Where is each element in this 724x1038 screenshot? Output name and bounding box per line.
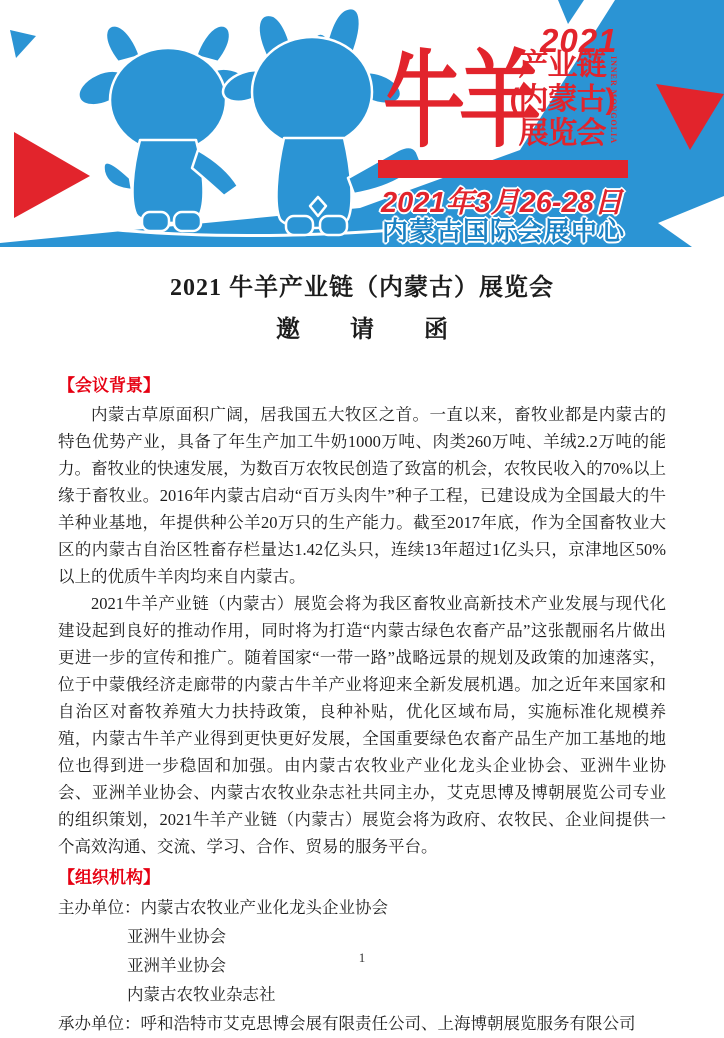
- banner-title-line2: (内蒙古): [509, 83, 615, 116]
- banner-title-main: 牛羊: [383, 43, 536, 161]
- event-banner: [0, 0, 724, 247]
- background-paragraph-1: 内蒙古草原面积广阔，居我国五大牧区之首。一直以来，畜牧业都是内蒙古的特色优势产业，具备了年生产加工牛奶1000万吨、肉类260万吨、羊绒2.2万吨的能力。畜牧业的快速发展，为数百万农牧民创造了致富的机会，农牧民收入的70%以上缘于畜牧业。2016年内蒙古启动“百万头肉牛”种子工程，已建设成为全国最大的牛羊种业基地，年提供种公羊20万只的生产能力。截至2017年底，作为全国畜牧业大区的内蒙古自治区牲畜存栏量达1.42亿头只，连续13年超过1亿头只，京津地区50%以上的优质牛羊肉均来自内蒙古。: [58, 405, 666, 586]
- banner-title-line1: 产业链: [518, 49, 606, 82]
- section-heading-background: 【会议背景】: [58, 376, 160, 395]
- section-heading-organization: 【组织机构】: [58, 868, 160, 887]
- banner-red-bar: [378, 160, 628, 178]
- background-paragraph-2: 2021牛羊产业链（内蒙古）展览会将为我区畜牧业高新技术产业发展与现代化建设起到良好的推动作用，同时将为打造“内蒙古绿色农畜产品”这张靓丽名片做出更进一步的宣传和推广。随着国家“一带一路”战略远景的规划及政策的加速落实，位于中蒙俄经济走廊带的内蒙古牛羊产业将迎来全新发展机遇。加之近年来国家和自治区对畜牧养殖大力扶持政策，良种补贴，优化区域布局，实施标准化规模养殖，内蒙古牛羊产业得到更快更好发展，全国重要绿色农畜产品生产加工基地的地位也得到进一步稳固和加强。由内蒙古农牧业产业化龙头企业协会、亚洲牛业协会、亚洲羊业协会、内蒙古农牧业杂志社共同主办，艾克思博及博朝展览公司专业的组织策划，2021牛羊产业链（内蒙古）展览会将为政府、农牧民、企业间提供一个高效沟通、交流、学习、合作、贸易的服务平台。: [58, 594, 666, 856]
- host-line: [58, 893, 666, 922]
- undertaker-label: 承办单位：: [58, 1014, 141, 1033]
- banner-date: 2021年3月26-28日: [381, 187, 623, 219]
- cow-left: [73, 25, 263, 231]
- host-3: 内蒙古农牧业杂志社: [127, 985, 276, 1004]
- host-label: 主办单位：: [58, 898, 141, 917]
- banner-year: 2021: [540, 22, 618, 59]
- page-number: 1: [358, 950, 366, 965]
- host-0: 内蒙古农牧业产业化龙头企业协会: [140, 898, 388, 917]
- undertaker-names: 呼和浩特市艾克思博会展有限责任公司、上海博朝展览服务有限公司: [140, 1014, 636, 1033]
- banner-subtitle-en: INNER MONGOLIA: [609, 56, 618, 145]
- triangle-blue-topleft: [10, 30, 36, 58]
- banner-title-lines: [508, 49, 616, 151]
- banner-title-line3: 展览会: [518, 117, 606, 150]
- host-1: 亚洲牛业协会: [127, 927, 226, 946]
- triangle-blue-topmid: [558, 0, 584, 24]
- cow-mascots-illustration: [73, 8, 421, 235]
- invitation-letter: [0, 267, 724, 1038]
- banner-venue: 内蒙古国际会展中心: [382, 216, 626, 246]
- host-2: 亚洲羊业协会: [127, 956, 226, 975]
- undertaker-line: [58, 1009, 666, 1038]
- document-subtitle: 邀 请 函: [276, 317, 470, 343]
- triangle-red-left: [14, 132, 90, 218]
- document-title: 2021 牛羊产业链（内蒙古）展览会: [170, 275, 554, 301]
